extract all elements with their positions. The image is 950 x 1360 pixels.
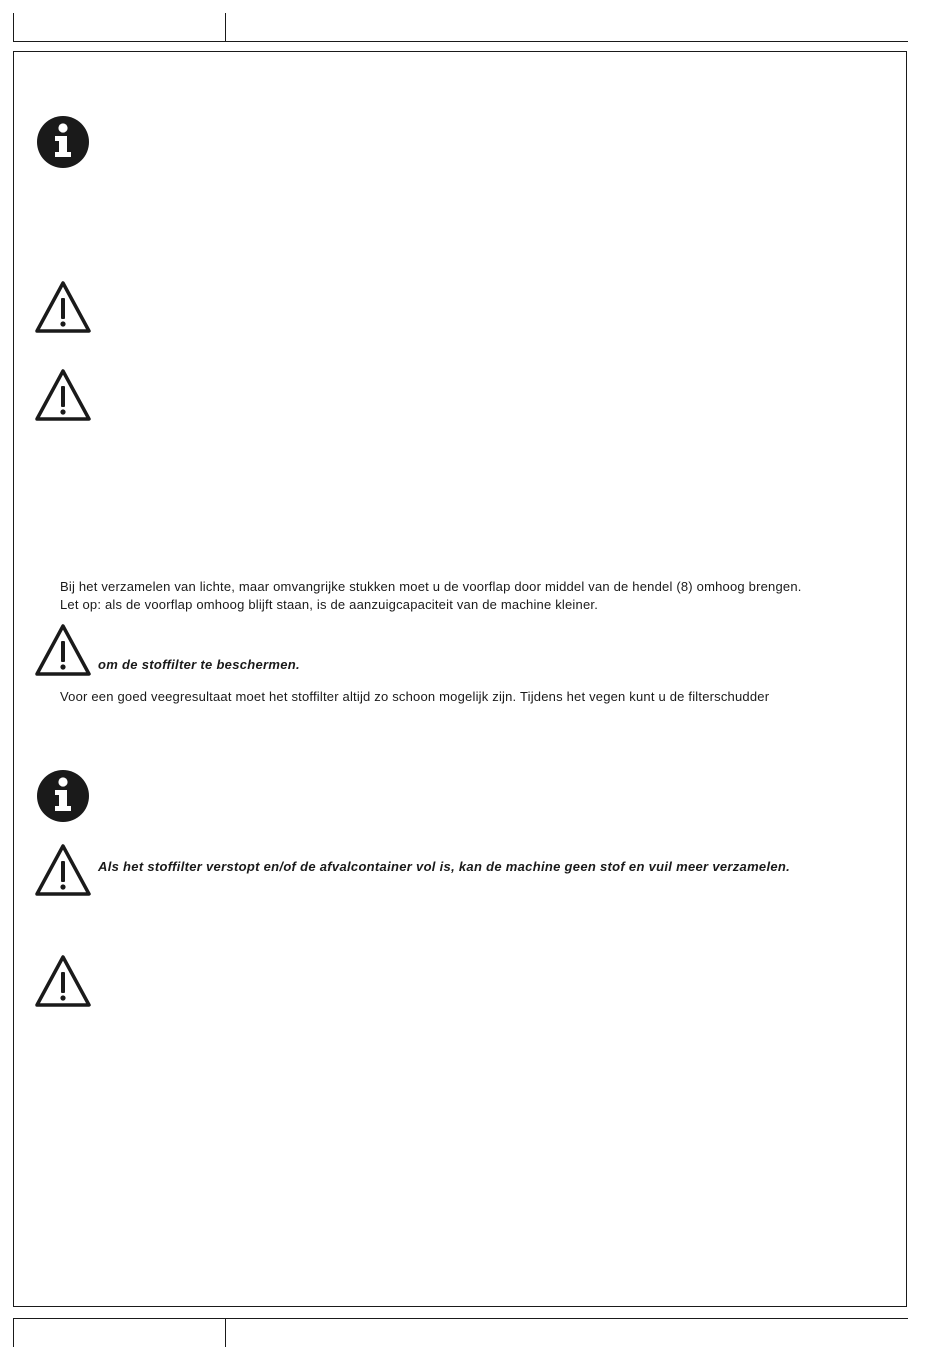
info-icon (36, 769, 90, 823)
paragraph-line: Let op: als de voorflap omhoog blijft staan, is de aanzuigcapaciteit van de machine kleiner. (60, 597, 598, 612)
warning-icon (34, 623, 92, 677)
warning-icon (34, 368, 92, 422)
footer-rule (13, 1318, 908, 1319)
paragraph-line: Bij het verzamelen van lichte, maar omvangrijke stukken moet u de voorflap door middel van de hendel (8) omhoog brengen. (60, 579, 802, 594)
header-divider (225, 13, 226, 42)
header-rule (13, 41, 908, 42)
content-frame (13, 51, 907, 1307)
warning-icon (34, 280, 92, 334)
warning-note: Als het stoffilter verstopt en/of de afvalcontainer vol is, kan de machine geen stof en vuil meer verzamelen. (98, 859, 791, 874)
paragraph: Voor een goed veegresultaat moet het stoffilter altijd zo schoon mogelijk zijn. Tijdens het vegen kunt u de filterschudder (60, 689, 770, 704)
footer-left-edge (13, 1318, 14, 1347)
warning-icon (34, 954, 92, 1008)
info-icon (36, 115, 90, 169)
header-left-edge (13, 13, 14, 42)
footer-divider (225, 1318, 226, 1347)
warning-icon (34, 843, 92, 897)
warning-note: om de stoffilter te beschermen. (98, 657, 300, 672)
